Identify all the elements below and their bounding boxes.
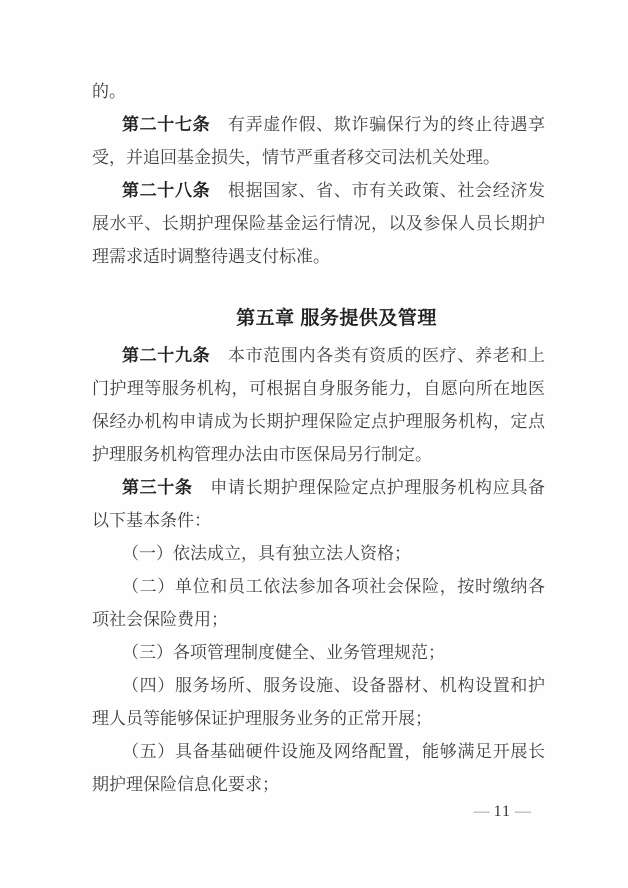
text-segment: 根据国家、省、市有关政策、社会经济发 xyxy=(210,181,546,200)
text-line xyxy=(92,603,545,636)
text-segment: 受，并追回基金损失，情节严重者移交司法机关处理。 xyxy=(92,148,500,167)
text-segment: （二）单位和员工依法参加各项社会保险，按时缴纳各 xyxy=(122,577,545,596)
text-segment: 保经办机构申请成为长期护理保险定点护理服务机构，定点 xyxy=(92,412,545,431)
text-segment: 申请长期护理保险定点护理服务机构应具备 xyxy=(192,478,545,497)
text-segment: 有弄虚作假、欺诈骗保行为的终止待遇享 xyxy=(210,115,546,134)
text-segment: （三）各项管理制度健全、业务管理规范； xyxy=(122,643,445,662)
text-line xyxy=(92,339,545,372)
article-number: 第二十七条 xyxy=(122,115,211,134)
text-line xyxy=(92,768,545,801)
page-number-value: 11 xyxy=(493,803,511,820)
chapter-heading-text: 第五章 服务提供及管理 xyxy=(236,308,437,329)
text-line xyxy=(92,75,545,108)
article-number: 第二十八条 xyxy=(122,181,211,200)
text-segment: 的。 xyxy=(92,82,126,101)
text-line xyxy=(92,471,545,504)
text-line xyxy=(92,174,545,207)
text-line xyxy=(92,537,545,570)
document-body xyxy=(92,75,545,801)
text-segment: 展水平、长期护理保险基金运行情况，以及参保人员长期护 xyxy=(92,214,545,233)
text-segment: 门护理等服务机构，可根据自身服务能力，自愿向所在地医 xyxy=(92,379,545,398)
text-segment: （五）具备基础硬件设施及网络配置，能够满足开展长 xyxy=(122,742,545,761)
text-line xyxy=(92,141,545,174)
text-line xyxy=(92,207,545,240)
text-line xyxy=(92,636,545,669)
text-segment: 理需求适时调整待遇支付标准。 xyxy=(92,247,330,266)
text-segment: （四）服务场所、服务设施、设备器材、机构设置和护 xyxy=(122,676,545,695)
text-segment: 本市范围内各类有资质的医疗、养老和上 xyxy=(210,346,546,365)
text-segment: 以下基本条件： xyxy=(92,511,211,530)
text-line xyxy=(92,702,545,735)
text-segment: （一）依法成立，具有独立法人资格； xyxy=(122,544,411,563)
text-line xyxy=(92,669,545,702)
text-segment: 理人员等能够保证护理服务业务的正常开展； xyxy=(92,709,432,728)
text-line xyxy=(92,735,545,768)
page-number xyxy=(470,802,535,822)
text-line xyxy=(92,240,545,273)
text-segment: 期护理保险信息化要求； xyxy=(92,775,279,794)
text-line xyxy=(92,372,545,405)
text-line xyxy=(92,405,545,438)
text-line xyxy=(92,438,545,471)
text-segment: 护理服务机构管理办法由市医保局另行制定。 xyxy=(92,445,432,464)
text-line xyxy=(92,504,545,537)
page-number-dash-left: — xyxy=(473,803,490,820)
text-segment: 项社会保险费用； xyxy=(92,610,228,629)
article-number: 第三十条 xyxy=(122,478,193,497)
page-number-dash-right: — xyxy=(515,803,531,820)
article-number: 第二十九条 xyxy=(122,346,211,365)
text-line xyxy=(92,570,545,603)
text-line xyxy=(92,108,545,141)
chapter-heading xyxy=(110,299,563,339)
blank-line xyxy=(92,273,545,299)
